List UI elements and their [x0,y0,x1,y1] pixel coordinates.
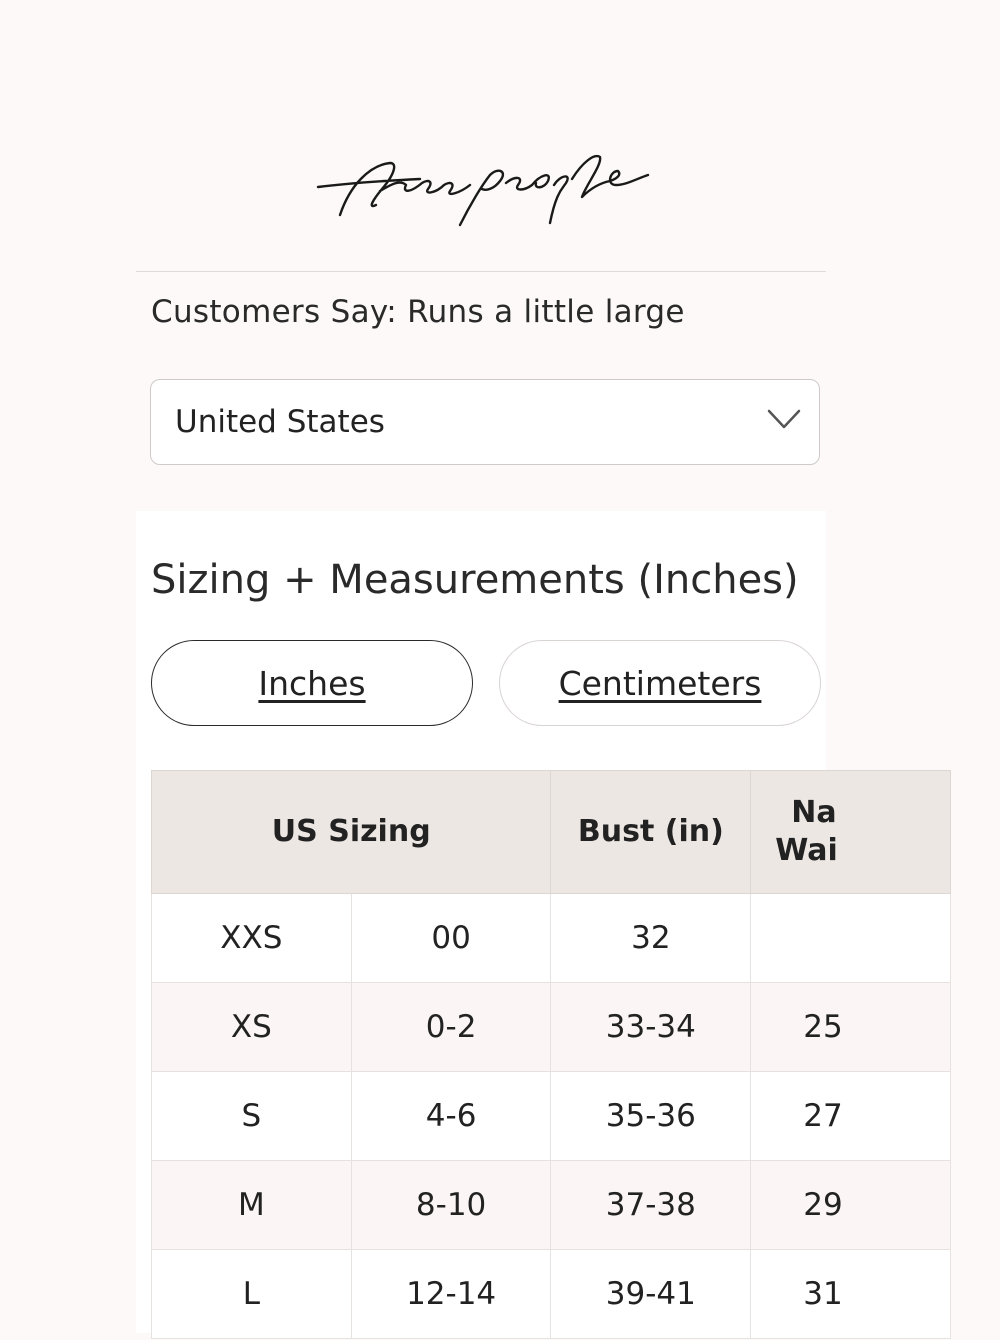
bust-cell: 35-36 [551,1072,751,1161]
size-cell: S [152,1072,352,1161]
header-waist-line1: Na [791,795,837,830]
fit-note: Customers Say: Runs a little large [151,294,685,330]
size-cell: L [152,1250,352,1339]
bust-cell: 39-41 [551,1250,751,1339]
bust-cell: 37-38 [551,1161,751,1250]
header-natural-waist [751,771,951,894]
table-row [152,894,951,983]
us-size-cell: 0-2 [351,983,551,1072]
header-bust: Bust (in) [551,771,751,894]
inches-button[interactable]: Inches [151,640,473,726]
table-row [152,1161,951,1250]
size-guide-panel [136,511,843,1333]
waist-cell: 31 [751,1250,951,1339]
size-cell: XS [152,983,352,1072]
country-select[interactable] [150,379,820,465]
chevron-down-icon [767,408,801,430]
waist-cell: 27 [751,1072,951,1161]
bust-cell: 32 [551,894,751,983]
bust-cell: 33-34 [551,983,751,1072]
table-row [152,1072,951,1161]
waist-cell: 29 [751,1161,951,1250]
header-us-sizing: US Sizing [152,771,551,894]
size-table-header-row [152,771,951,894]
size-cell: M [152,1161,352,1250]
us-size-cell: 8-10 [351,1161,551,1250]
table-row [152,1250,951,1339]
us-size-cell: 4-6 [351,1072,551,1161]
country-select-value: United States [175,404,385,440]
centimeters-button[interactable]: Centimeters [499,640,821,726]
us-size-cell: 00 [351,894,551,983]
table-row [152,983,951,1072]
size-table [151,770,951,1339]
waist-cell [751,894,951,983]
size-guide-title: Sizing + Measurements (Inches) [151,557,799,603]
header-waist-line2: Wai [775,833,838,868]
size-table-scroll[interactable] [151,770,843,1340]
free-people-logo[interactable] [310,145,655,235]
waist-cell: 25 [751,983,951,1072]
size-cell: XXS [152,894,352,983]
header-divider [136,271,826,272]
us-size-cell: 12-14 [351,1250,551,1339]
